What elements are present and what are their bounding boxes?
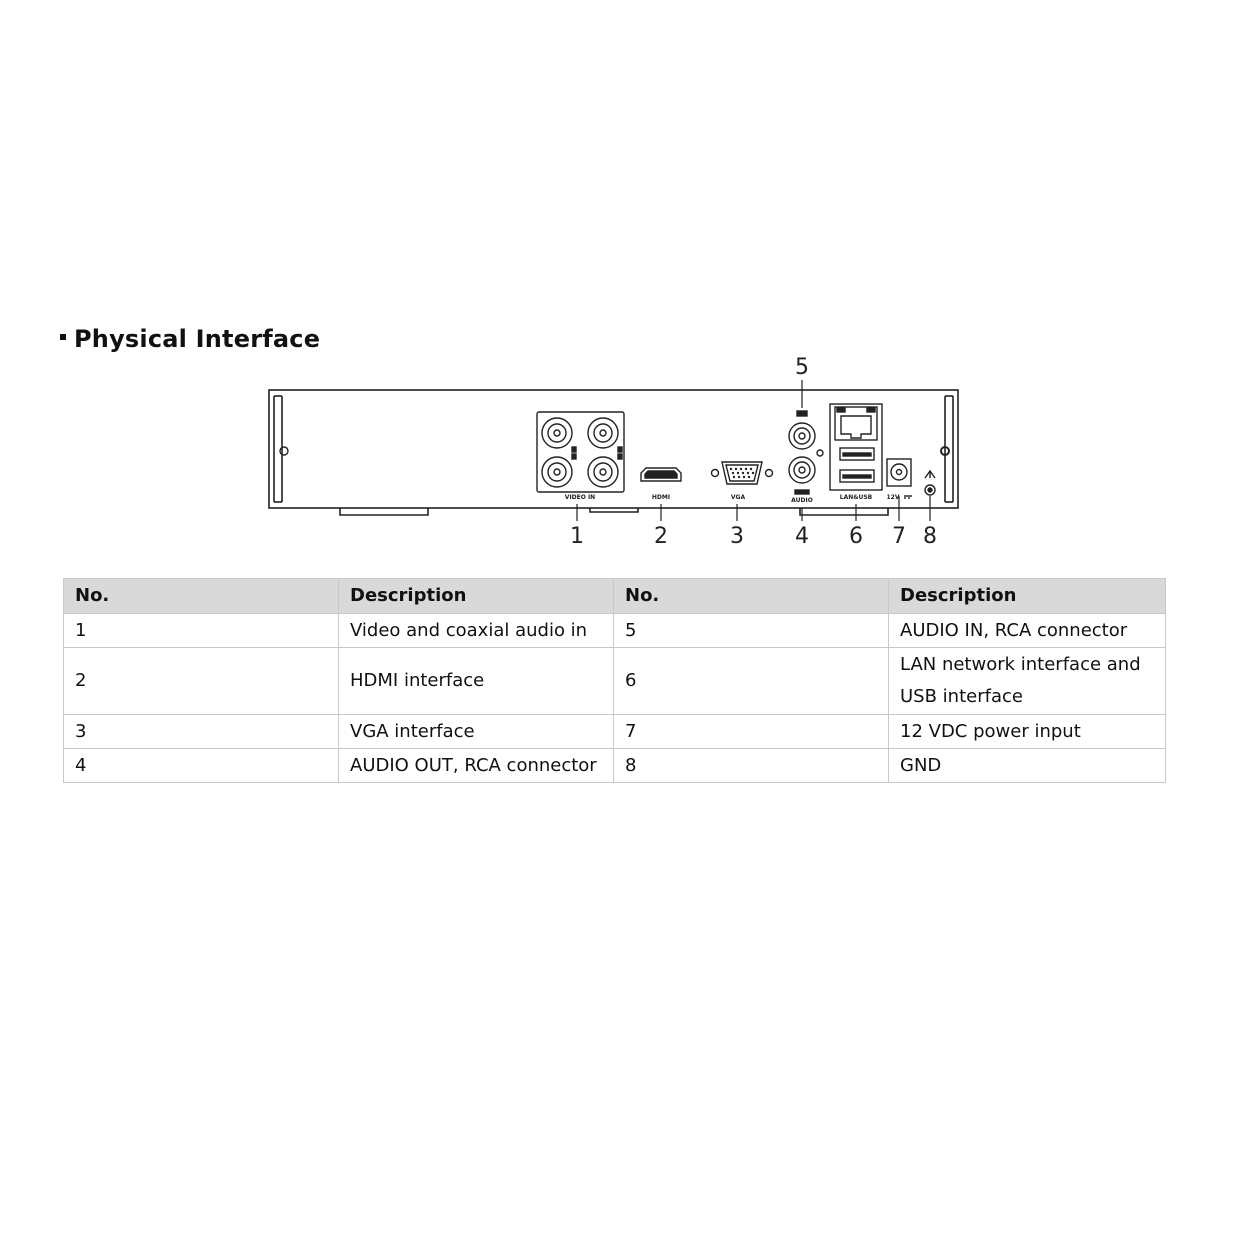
power-label: 12V <box>886 494 900 501</box>
cell-no: 1 <box>64 614 339 648</box>
callout-7: 7 <box>892 524 906 549</box>
video-in-label: VIDEO IN <box>564 494 596 501</box>
cell-description: VGA interface <box>339 715 614 749</box>
header-no-left: No. <box>64 579 339 614</box>
bullet-marker <box>60 334 66 340</box>
cell-description: AUDIO IN, RCA connector <box>889 614 1166 648</box>
vga-label: VGA <box>730 494 746 501</box>
rear-panel-diagram <box>260 350 970 550</box>
table-header-row <box>64 579 1166 614</box>
callout-4: 4 <box>795 524 809 549</box>
cell-no: 8 <box>614 749 889 783</box>
cell-no: 6 <box>614 648 889 715</box>
cell-no: 3 <box>64 715 339 749</box>
callout-2: 2 <box>654 524 668 549</box>
audio-label: AUDIO <box>791 497 813 504</box>
table-row <box>64 749 1166 783</box>
cell-description: AUDIO OUT, RCA connector <box>339 749 614 783</box>
table-row <box>64 715 1166 749</box>
cell-no: 4 <box>64 749 339 783</box>
callout-1: 1 <box>570 524 584 549</box>
header-description-left: Description <box>339 579 614 614</box>
section-title: Physical Interface <box>74 325 321 353</box>
table-row <box>64 648 1166 715</box>
cell-description: Video and coaxial audio in <box>339 614 614 648</box>
cell-no: 2 <box>64 648 339 715</box>
cell-description: 12 VDC power input <box>889 715 1166 749</box>
header-description-right: Description <box>889 579 1166 614</box>
callout-6: 6 <box>849 524 863 549</box>
cell-description: GND <box>889 749 1166 783</box>
device-rear-panel-figure <box>260 350 970 550</box>
lan-usb-label: LAN&USB <box>839 494 873 501</box>
callout-5: 5 <box>795 355 809 380</box>
table-row <box>64 614 1166 648</box>
interface-table <box>63 578 1166 783</box>
cell-description: LAN network interface and USB interface <box>889 648 1166 715</box>
callout-8: 8 <box>923 524 937 549</box>
callout-3: 3 <box>730 524 744 549</box>
cell-no: 5 <box>614 614 889 648</box>
cell-description: HDMI interface <box>339 648 614 715</box>
header-no-right: No. <box>614 579 889 614</box>
hdmi-label: HDMI <box>651 494 671 501</box>
cell-no: 7 <box>614 715 889 749</box>
